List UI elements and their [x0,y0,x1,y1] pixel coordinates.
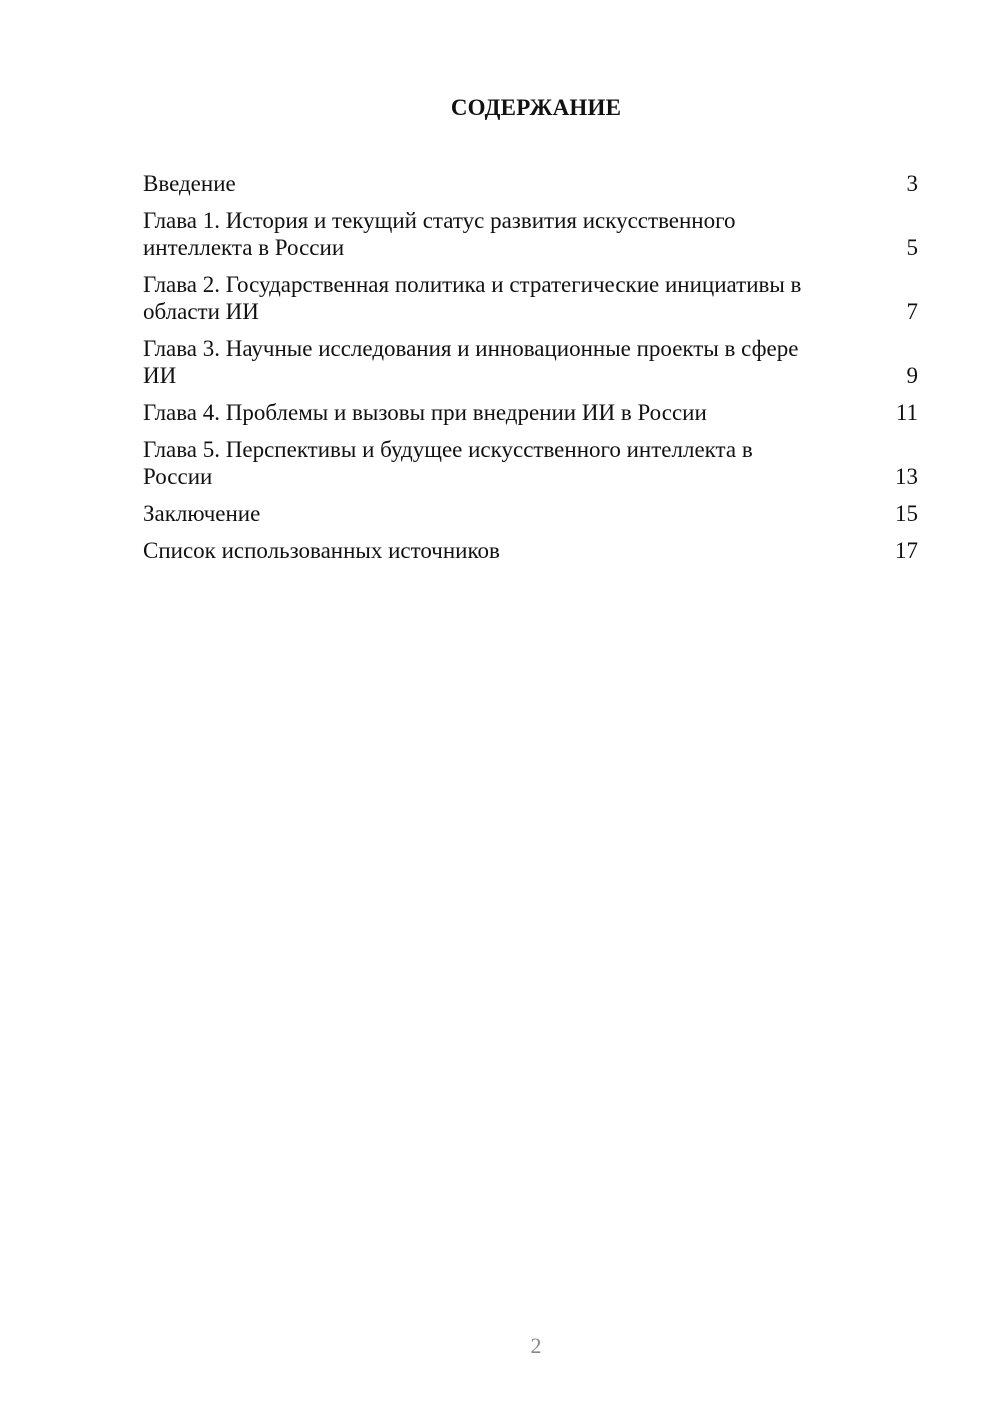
toc-entry-page: 11 [895,400,918,425]
toc-entry-text: Глава 1. История и текущий статус развития искусственного интеллекта в России [143,208,736,260]
toc-entry-page: 5 [906,235,918,260]
toc-entry-text: Глава 5. Перспективы и будущее искусственного интеллекта в России [143,437,753,489]
toc-entry-text: Введение [143,171,236,196]
toc-entry [143,500,918,527]
toc-entry [143,436,918,490]
page-title: СОДЕРЖАНИЕ [450,95,622,120]
toc-entry-text: Глава 3. Научные исследования и инновационные проекты в сфере ИИ [143,336,799,388]
toc-entry-text: Глава 4. Проблемы и вызовы при внедрении ИИ в России [143,400,707,425]
toc-entry-text: Список использованных источников [143,538,500,563]
toc-entry [143,399,918,426]
toc-entry-text: Глава 2. Государственная политика и стратегические инициативы в области ИИ [143,272,802,324]
toc-entry-page: 15 [895,501,918,526]
toc-entry [143,335,918,389]
toc-entry-page: 13 [895,464,918,489]
toc-entry-page: 17 [895,538,918,563]
toc-entry-page: 7 [906,299,918,324]
toc-entry-page: 3 [906,171,918,196]
toc-entry-text: Заключение [143,501,261,526]
toc-entry [143,271,918,325]
toc-entry [143,207,918,261]
toc-entry-page: 9 [906,363,918,388]
page-number: 2 [530,1333,542,1358]
table-of-contents [143,170,918,574]
toc-entry [143,537,918,564]
toc-entry [143,170,918,197]
